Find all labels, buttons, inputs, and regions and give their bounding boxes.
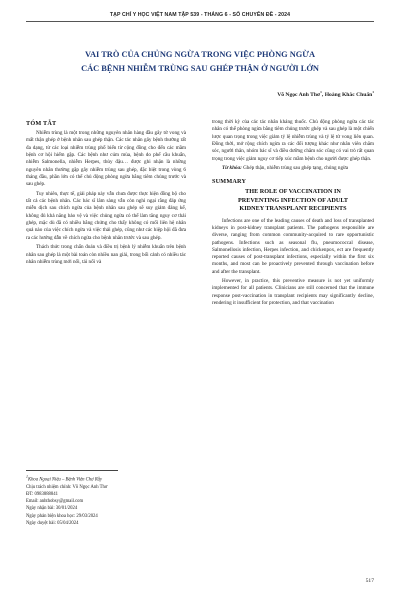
english-summary bbox=[212, 218, 374, 308]
footnote-rule bbox=[26, 470, 118, 471]
abstract-paragraph-2: Tuy nhiên, thực tế, giải pháp này vẫn chưa được thực hiện đồng bộ cho tất cả các bệnh nhân. Các bác sĩ lâm sàng vẫn còn nghi ngại rằng đáp ứng miễn dịch sau chích ngừa của bệnh nhân sau ghép sẽ suy giảm đáng kể, không đủ khả năng bảo vệ và việc chủng ngừa có thể làm tăng nguy cơ thải ghép, mặc dù đã có nhiều bằng chứng cho thấy không có mối liên hệ nhân quả nào của việc chích ngừa và việc thải ghép, cũng như các hiệp hội đã đưa ra các hướng dẫn về chích ngừa cho bệnh nhân trước và sau ghép. bbox=[26, 190, 186, 241]
abstract-heading: TÓM TẮT bbox=[26, 120, 57, 127]
title-line-2: CÁC BỆNH NHIỄM TRÙNG SAU GHÉP THẬN Ở NGƯỜI LỚN bbox=[81, 64, 319, 73]
left-column bbox=[26, 120, 186, 268]
author-2-affiliation: 1 bbox=[372, 90, 374, 94]
abstract-paragraph-3: Thách thức trong chẩn đoán và điều trị bệnh lý nhiễm khuẩn trên bệnh nhân sau ghép là một bài toán còn nhiều nan giải, trong bối cảnh có nhiều tác nhân nhiễm trùng mới nổi, tái nổi và bbox=[26, 244, 186, 265]
title-line-1: VAI TRÒ CỦA CHỦNG NGỪA TRONG VIỆC PHÒNG NGỪA bbox=[84, 50, 316, 59]
page-number: 517 bbox=[365, 578, 374, 584]
english-title bbox=[212, 188, 374, 213]
footnote-affiliation bbox=[26, 474, 196, 484]
header-rule bbox=[26, 21, 374, 22]
running-header: TẠP CHÍ Y HỌC VIỆT NAM TẬP 539 - THÁNG 6 - SỐ CHUYÊN ĐỀ - 2024 bbox=[109, 12, 291, 18]
author-separator: , bbox=[321, 91, 325, 98]
footnote-review-date: Ngày phản biện khoa học: 29/03/2024 bbox=[26, 513, 98, 519]
english-title-line-2: PREVENTING INFECTION OF ADULT bbox=[237, 196, 349, 204]
footnote-corresponding-author: Chịu trách nhiệm chính: Võ Ngọc Anh Thơ bbox=[26, 484, 108, 490]
authors bbox=[200, 90, 374, 98]
author-1: Võ Ngọc Anh Thơ bbox=[277, 91, 321, 98]
right-column bbox=[212, 119, 374, 309]
footnote-affiliation-text: Khoa Ngoại Niệu – Bệnh Viện Chợ Rẫy bbox=[27, 477, 103, 483]
footnote-affiliation-sup: 1 bbox=[26, 475, 28, 479]
author-2: Hoàng Khắc Chuẩn bbox=[324, 91, 373, 98]
english-title-line-3: KIDNEY TRANSPLANT RECIPIENTS bbox=[239, 205, 347, 213]
author-1-affiliation: 1 bbox=[320, 90, 322, 94]
article-title bbox=[20, 48, 380, 76]
footnote-received-date: Ngày nhận bài: 30/01/2024 bbox=[26, 506, 78, 512]
summary-paragraph-2: However, in practice, this preventive measure is not yet uniformly implemented for all patients. Clinicians are still concerned that the immune response post-vaccination in transplant recipients may significantly decline, rendering it insufficient for protection, and that vaccination bbox=[212, 278, 374, 306]
footnote-email: Email: anhthobsy@gmail.com bbox=[26, 499, 84, 505]
keywords bbox=[212, 165, 374, 172]
keywords-label: Từ khóa: bbox=[222, 165, 242, 172]
english-title-line-1: THE ROLE OF VACCINATION IN bbox=[245, 188, 341, 196]
footnote-accepted-date: Ngày duyệt bài: 05/04/2024 bbox=[26, 520, 79, 526]
keywords-text: Ghép thận, nhiễm trùng sau ghép tạng, chủng ngừa bbox=[241, 165, 349, 172]
footnotes bbox=[26, 474, 196, 527]
summary-heading: SUMMARY bbox=[212, 178, 247, 186]
summary-paragraph-1: Infections are one of the leading causes of death and loss of transplanted kidneys in post-kidney transplant patients. The pathogens responsible are diverse, ranging from common community-acquired to rare opportunistic pathogens. Infections such as seasonal flu, pneumococcal disease, Salmonellosis infection, Herpes infection, and chickenpox, ect are frequently reported causes of post-transplant infections, especially within the first six months, and most can be proactively prevented through vaccination before and after the transplant. bbox=[212, 217, 374, 275]
abstract-paragraph-continued: trong thời kỳ của các tác nhân kháng thuốc. Chủ động phòng ngừa các tác nhân có thể phòng ngừa bằng tiêm chủng trước ghép và sau ghép là một chiến lược quan trọng trong việc giảm tỷ lệ nhiễm trùng và tỷ lệ tử vong liên quan. Đồng thời, mở rộng chích ngừa ra các đối tượng khác như nhân viên chăm sóc, người thân, nhóm bác sĩ và điều dưỡng chăm sóc cũng có vai trò rất quan trọng trong việc giảm nguy cơ tiếp xúc mầm bệnh cho người được ghép thận. bbox=[212, 119, 374, 162]
abstract-paragraph-1: Nhiễm trùng là một trong những nguyên nhân hàng đầu gây tử vong và mất thận ghép ở bệnh nhân sau ghép thận. Các tác nhân gây bệnh thường rất đa dạng, từ các loại nhiễm trùng phổ biến từ cộng đồng cho đến các mầm bệnh cơ hội hiếm gặp. Các bệnh như cúm mùa, bệnh do phế cầu khuẩn, nhiễm Salmonella, nhiễm Herpes, thủy đậu… được ghi nhận là những nguyên nhân thường gặp gây nhiễm trùng sau ghép, đặc biệt trong vòng 6 tháng đầu, phần lớn có thể chủ động phòng ngừa bằng tiêm chủng trước và sau ghép. bbox=[26, 130, 186, 188]
footnote-phone: ĐT: 0983888841 bbox=[26, 491, 58, 497]
